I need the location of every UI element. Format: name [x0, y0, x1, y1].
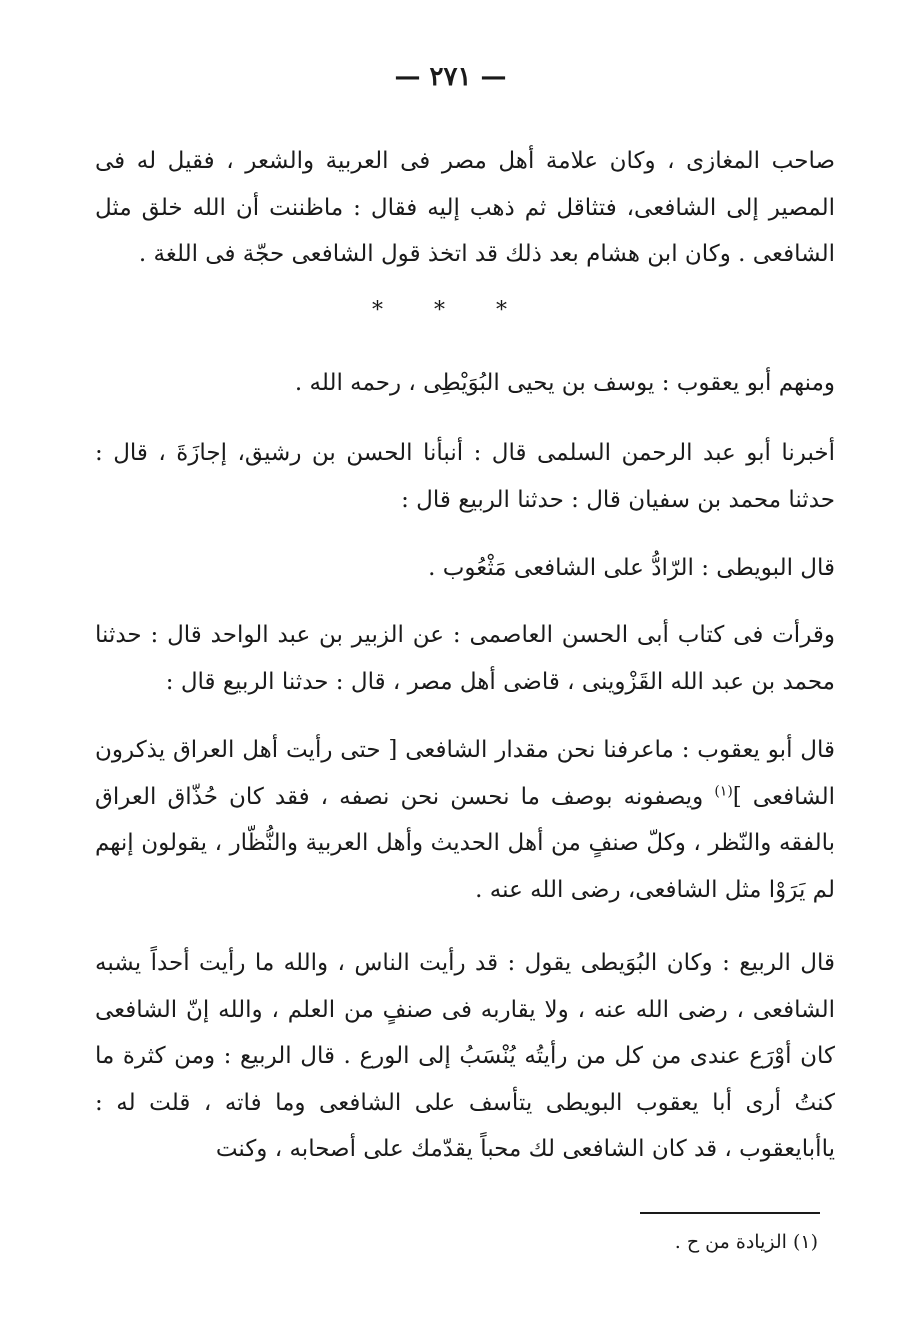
paragraph-text	[95, 727, 835, 913]
paragraph-text: وقرأت فى كتاب أبى الحسن العاصمى : عن الزبير بن عبد الواحد قال : حدثنا محمد بن عبد الله القَزْوينى ، قاضى أهل مصر ، قال : حدثنا الربيع قال :	[95, 622, 835, 695]
footnote-marker: (١)	[714, 782, 733, 799]
paragraph-text: صاحب المغازى ، وكان علامة أهل مصر فى العربية والشعر ، فقيل له فى المصير إلى الشافعى، فتثاقل ثم ذهب إليه فقال : ماظننت أن الله خلق مثل الشافعى . وكان ابن هشام بعد ذلك قد اتخذ قول الشافعى حجّة فى اللغة .	[95, 148, 835, 267]
paragraph-abu-yaqub-heading	[95, 360, 835, 407]
paragraph-text: أخبرنا أبو عبد الرحمن السلمى قال : أنبأنا الحسن بن رشيق، إجازَةَ ، قال : حدثنا محمد بن سفيان قال : حدثنا الربيع قال :	[95, 440, 835, 513]
page-number: — ٢٧١ —	[394, 62, 507, 92]
footnote: (١) الزيادة من ح .	[674, 1231, 818, 1253]
paragraph-text-part1: قال أبو يعقوب : ماعرفنا نحن مقدار الشافعى [ حتى رأيت أهل العراق يذكرون الشافعى ]	[95, 737, 835, 810]
paragraph-isnad-2	[95, 612, 835, 705]
paragraph-text-part2: ويصفونه بوصف ما نحسن نحن نصفه ، فقد كان حُذّاق العراق بالفقه والنّظر ، وكلّ صنفٍ من أهل الحديث وأهل العربية والنُّظّار ، يقولون إنهم لم يَرَوْا مثل الشافعى، رضى الله عنه .	[95, 783, 835, 903]
paragraph-iraq	[95, 727, 835, 913]
paragraph-ibn-hisham	[95, 138, 835, 278]
paragraph-rabi	[95, 940, 835, 1173]
paragraph-isnad-1	[95, 430, 835, 523]
footnote-divider	[640, 1212, 820, 1214]
paragraph-text: ومنهم أبو يعقوب : يوسف بن يحيى البُوَيْطِى ، رحمه الله .	[294, 370, 835, 396]
paragraph-buwayti-quote	[95, 545, 835, 592]
section-separator: * * *	[372, 298, 529, 323]
paragraph-text: قال البويطى : الرّادُّ على الشافعى مَثْعُوب .	[428, 555, 835, 581]
paragraph-text: قال الربيع : وكان البُوَيطى يقول : قد رأيت الناس ، والله ما رأيت أحداً يشبه الشافعى ، رضى الله عنه ، ولا يقاربه فى صنفٍ من العلم ، والله إنّ الشافعى كان أوْرَع عندى من كل من رأيتُه يُنْسَبُ إلى الورع . قال الربيع : ومن كثرة ما كنتُ أرى أبا يعقوب البويطى يتأسف على الشافعى وما فاته ، قلت له : ياأبايعقوب ، قد كان الشافعى لك محباً يقدّمك على أصحابه ، وكنت	[95, 950, 835, 1162]
